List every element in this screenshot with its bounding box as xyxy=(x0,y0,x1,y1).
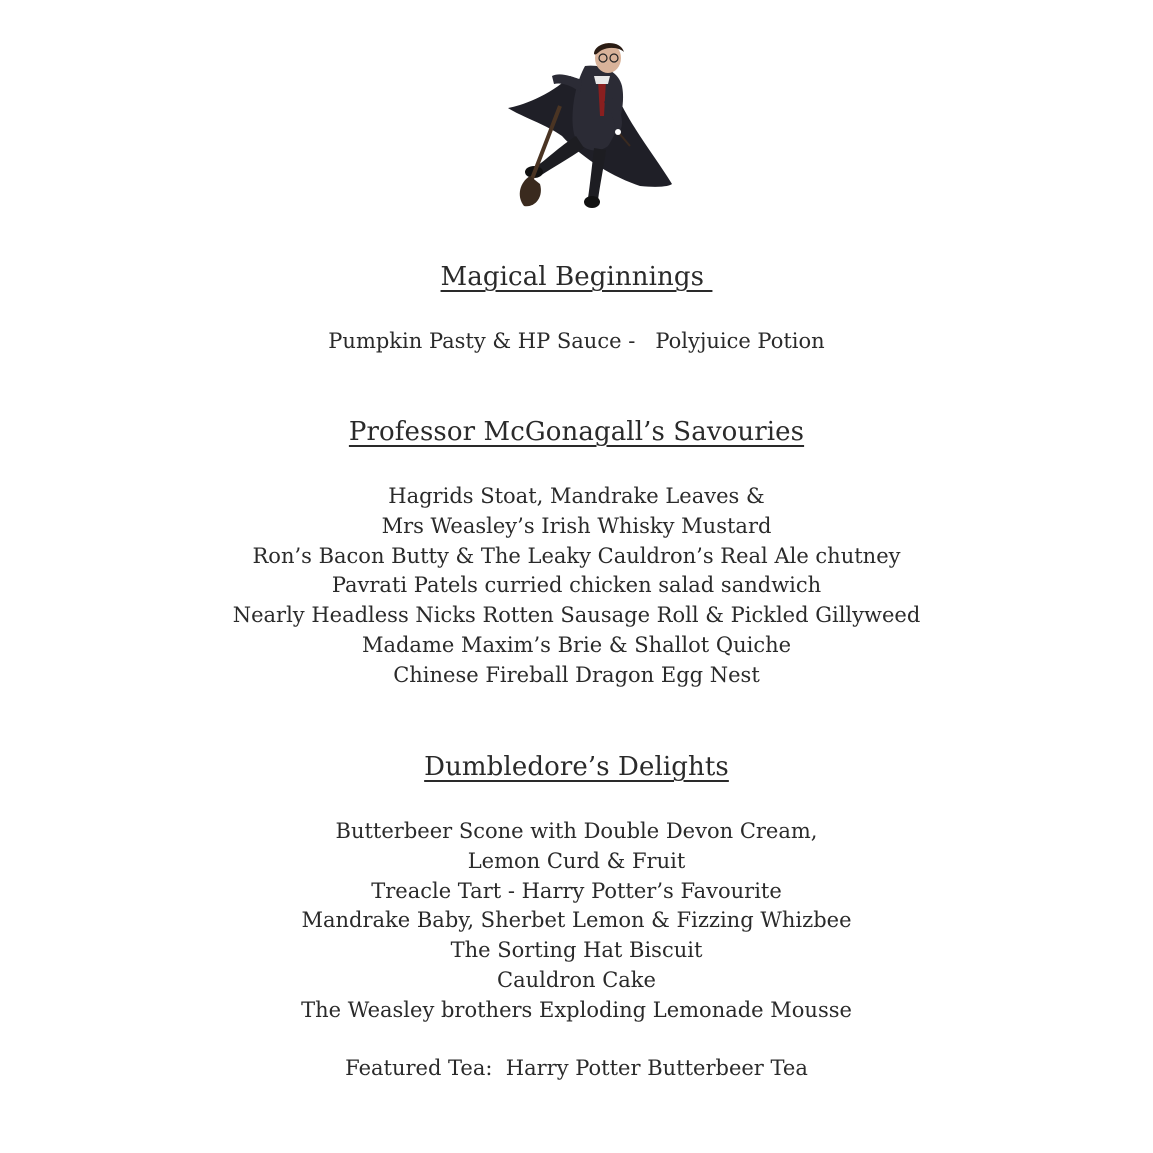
menu-item: Hagrids Stoat, Mandrake Leaves & xyxy=(388,484,765,508)
section-heading-delights xyxy=(0,752,1153,782)
menu-item: Pavrati Patels curried chicken salad sandwich xyxy=(331,573,822,598)
section-title: Professor McGonagall’s Savouries xyxy=(348,417,805,447)
wizard-on-broomstick-image xyxy=(490,36,680,216)
section-heading-magical-beginnings xyxy=(0,262,1153,292)
menu-item: Madame Maxim’s Brie & Shallot Quiche xyxy=(361,632,792,657)
menu-item: Mrs Weasley’s Irish Whisky Mustard xyxy=(381,513,772,538)
menu-item: Lemon Curd & Fruit xyxy=(467,848,686,873)
section-items-savouries xyxy=(0,482,1153,691)
menu-item: Treacle Tart - Harry Potter’s Favourite xyxy=(371,878,782,903)
menu-item: Nearly Headless Nicks Rotten Sausage Roll & Pickled Gillyweed xyxy=(232,603,921,628)
menu-item: Mandrake Baby, Sherbet Lemon & Fizzing Whizbee xyxy=(301,908,852,933)
section-items-magical-beginnings xyxy=(0,327,1153,357)
wizard-figure-icon xyxy=(490,36,680,216)
section-heading-savouries xyxy=(0,417,1153,447)
section-title: Magical Beginnings xyxy=(440,262,713,292)
menu-item: The Weasley brothers Exploding Lemonade Mousse xyxy=(301,997,852,1022)
menu-item: Chinese Fireball Dragon Egg Nest xyxy=(393,662,760,687)
section-items-delights xyxy=(0,817,1153,1026)
section-title: Dumbledore’s Delights xyxy=(424,752,729,782)
menu-item: Pumpkin Pasty & HP Sauce - Polyjuice Potion xyxy=(328,329,825,353)
menu-item: Cauldron Cake xyxy=(497,967,656,992)
featured-tea-text: Featured Tea: Harry Potter Butterbeer Tea xyxy=(345,1056,808,1080)
menu-item: Ron’s Bacon Butty & The Leaky Cauldron’s Real Ale chutney xyxy=(252,543,901,568)
featured-tea xyxy=(0,1054,1153,1084)
menu-item: Butterbeer Scone with Double Devon Cream, xyxy=(335,819,818,843)
menu-item: The Sorting Hat Biscuit xyxy=(450,938,703,963)
